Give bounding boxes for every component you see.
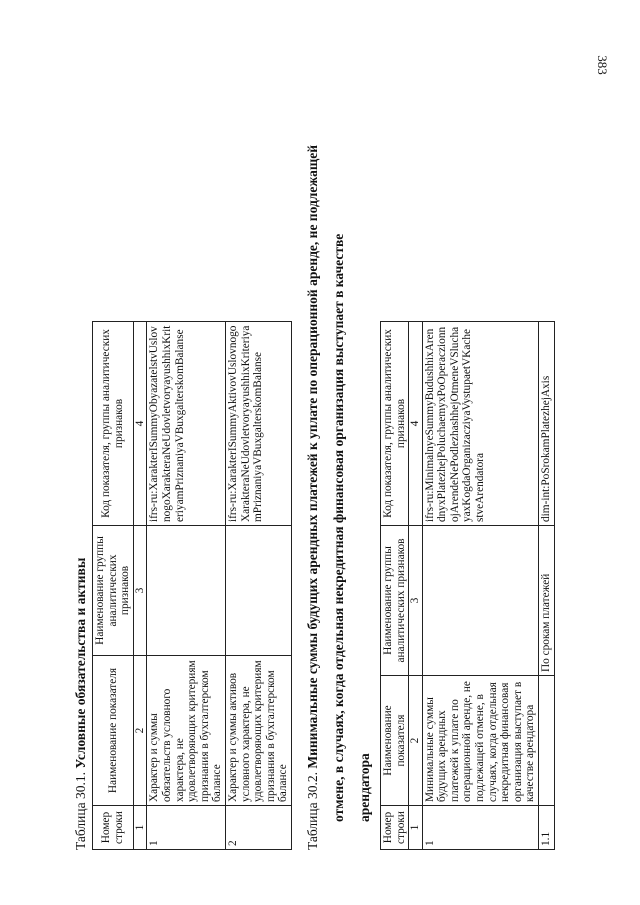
row-number: 1 xyxy=(422,806,538,850)
col-number: 3 xyxy=(133,526,147,656)
table-row xyxy=(422,322,538,850)
header-group-name: Наименование группы аналитических признаков xyxy=(380,526,408,676)
table2-caption-line2 xyxy=(330,70,348,850)
table2-caption-line1 xyxy=(304,70,322,850)
table2-caption-title-3: арендатора xyxy=(356,753,372,822)
indicator-name: Характер и суммы обязательств условного характера, не удовлетворяющих критериям признания в бухгалтерском балансе xyxy=(147,656,226,806)
header-indicator-name: Наименование показателя xyxy=(93,656,134,806)
header-group-name: Наименование группы аналитических признаков xyxy=(93,526,134,656)
row-number: 1.1 xyxy=(539,806,555,850)
table-row xyxy=(147,322,226,850)
col-number: 1 xyxy=(409,806,423,850)
row-number: 1 xyxy=(147,806,226,850)
table1-caption-title: Условные обязательства и активы xyxy=(73,557,88,769)
col-number: 2 xyxy=(409,676,423,806)
table2-caption-title-2: отмене, в случаях, когда отдельная некредитная финансовая организация выступает в качестве xyxy=(330,233,346,822)
group-name xyxy=(147,526,226,656)
table-header-row xyxy=(380,322,408,850)
table-conditional-obligations xyxy=(92,321,292,850)
table-operating-lease-payments xyxy=(380,321,555,850)
col-number: 4 xyxy=(133,322,147,526)
table2-caption-title-1: Минимальные суммы будущих арендных платежей к уплате по операционной аренде, не подлежащей xyxy=(304,144,320,769)
row-number: 2 xyxy=(225,806,291,850)
table-header-row xyxy=(93,322,134,850)
header-code: Код показателя, группы аналитических признаков xyxy=(380,322,408,526)
indicator-name: Минимальные суммы будущих арендных платежей к уплате по операционной аренде, не подлежащей отмене, в случаях, когда отдельная некредитная финансовая организация выступает в качестве арендатора xyxy=(422,676,538,806)
column-number-row xyxy=(133,322,147,850)
indicator-code: ifrs-ru:MinimalnyeSummyBudushhixArendnyxPlatezhejPoluchaemyxPoOperaczionnojArendeNePodlezhashhejOtmeneVSluchayaxKogdaOrganizacziyaVystupaetVKachestveArendatora xyxy=(422,322,538,526)
group-name xyxy=(225,526,291,656)
header-code: Код показателя, группы аналитических признаков xyxy=(93,322,134,526)
col-number: 2 xyxy=(133,656,147,806)
indicator-code: ifrs-ru:XarakterISummyAktivovUslovnogoXarakteraNeUdovletvoryayushhixKriteriyamPriznaniyaVBuxgalterskomBalanse xyxy=(225,322,291,526)
column-number-row xyxy=(409,322,423,850)
indicator-code: ifrs-ru:XarakterISummyObyazatelstvUslovnogoXarakteraNeUdovletvoryayushhixKriteriyamPriznaniyaVBuxgalterskomBalanse xyxy=(147,322,226,526)
header-row-number: Номер строки xyxy=(380,806,408,850)
col-number: 3 xyxy=(409,526,423,676)
table-row xyxy=(225,322,291,850)
page-number: 383 xyxy=(594,55,610,75)
header-indicator-name: Наименование показателя xyxy=(380,676,408,806)
table2-caption xyxy=(304,70,374,850)
table2-caption-line3 xyxy=(356,70,374,850)
table1-caption-prefix: Таблица 30.1. xyxy=(73,772,88,850)
col-number: 1 xyxy=(133,806,147,850)
indicator-name: Характер и суммы активов условного характера, не удовлетворяющих критериям признания в бухгалтерском балансе xyxy=(225,656,291,806)
header-row-number: Номер строки xyxy=(93,806,134,850)
indicator-code: dim-int:PoSrokamPlatezhejAxis xyxy=(539,322,555,526)
rotated-content xyxy=(72,70,572,850)
col-number: 4 xyxy=(409,322,423,526)
group-name xyxy=(422,526,538,676)
table2-caption-prefix: Таблица 30.2. xyxy=(304,772,320,850)
table1-caption xyxy=(72,70,90,850)
indicator-name xyxy=(539,676,555,806)
table-row xyxy=(539,322,555,850)
group-name: По срокам платежей xyxy=(539,526,555,676)
